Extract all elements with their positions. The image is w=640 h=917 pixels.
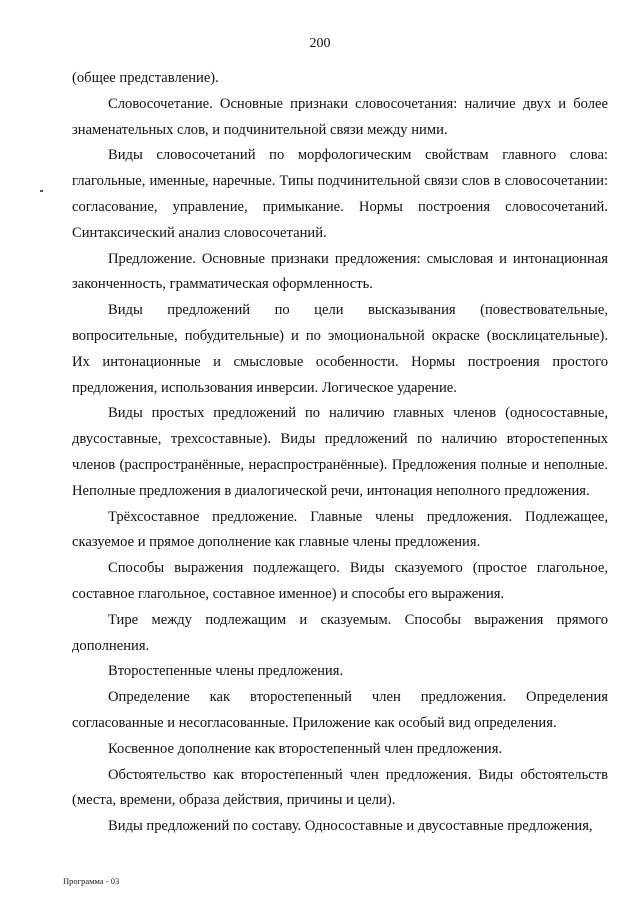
paragraph: Определение как второстепенный член предложения. Определения согласованные и несогласованные. Приложение как особый вид определения. <box>72 689 608 731</box>
paragraph: Трёхсоставное предложение. Главные члены предложения. Подлежащее, сказуемое и прямое дополнение как главные члены предложения. <box>72 508 608 551</box>
paragraph: Виды простых предложений по наличию главных членов (односоставные, двусоставные, трехсоставные). Виды предложений по наличию второстепенных членов (распространённые, нераспространённые). Предложения полные и неполные. Неполные предложения в диалогической речи, интонация неполного предложения. <box>72 405 608 499</box>
paragraph: Виды словосочетаний по морфологическим свойствам главного слова: глагольные, именные, наречные. Типы подчинительной связи слов в словосочетании: согласование, управление, примыкание. Нормы построения словосочетаний. Синтаксический анализ словосочетаний. <box>72 147 608 241</box>
paragraph: Косвенное дополнение как второстепенный член предложения. <box>108 740 503 757</box>
paragraph: Виды предложений по составу. Односоставные и двусоставные предложения, <box>108 818 593 835</box>
paragraph: Словосочетание. Основные признаки словосочетания: наличие двух и более знаменательных слов, и подчинительной связи между ними. <box>72 95 608 138</box>
footer-label: Программа - 03 <box>63 876 120 886</box>
scan-speck <box>40 190 43 192</box>
paragraph: Обстоятельство как второстепенный член предложения. Виды обстоятельств (места, времени, образа действия, причины и цели). <box>72 766 608 809</box>
paragraph: Предложение. Основные признаки предложения: смысловая и интонационная законченность, грамматическая оформленность. <box>72 250 608 293</box>
paragraph: (общее представление). <box>72 70 219 86</box>
paragraph: Способы выражения подлежащего. Виды сказуемого (простое глагольное, составное глагольное, составное именное) и способы его выражения. <box>72 560 608 602</box>
page-number: 200 <box>309 36 331 51</box>
paragraph: Виды предложений по цели высказывания (повествовательные, вопросительные, побудительные) и по эмоциональной окраске (восклицательные). Их интонационные и смысловые особенности. Нормы построения простого предложения, использования инверсии. Логическое ударение. <box>72 302 608 396</box>
body-text <box>72 66 608 840</box>
paragraph: Тире между подлежащим и сказуемым. Способы выражения прямого дополнения. <box>72 611 608 654</box>
paragraph: Второстепенные члены предложения. <box>108 663 344 680</box>
